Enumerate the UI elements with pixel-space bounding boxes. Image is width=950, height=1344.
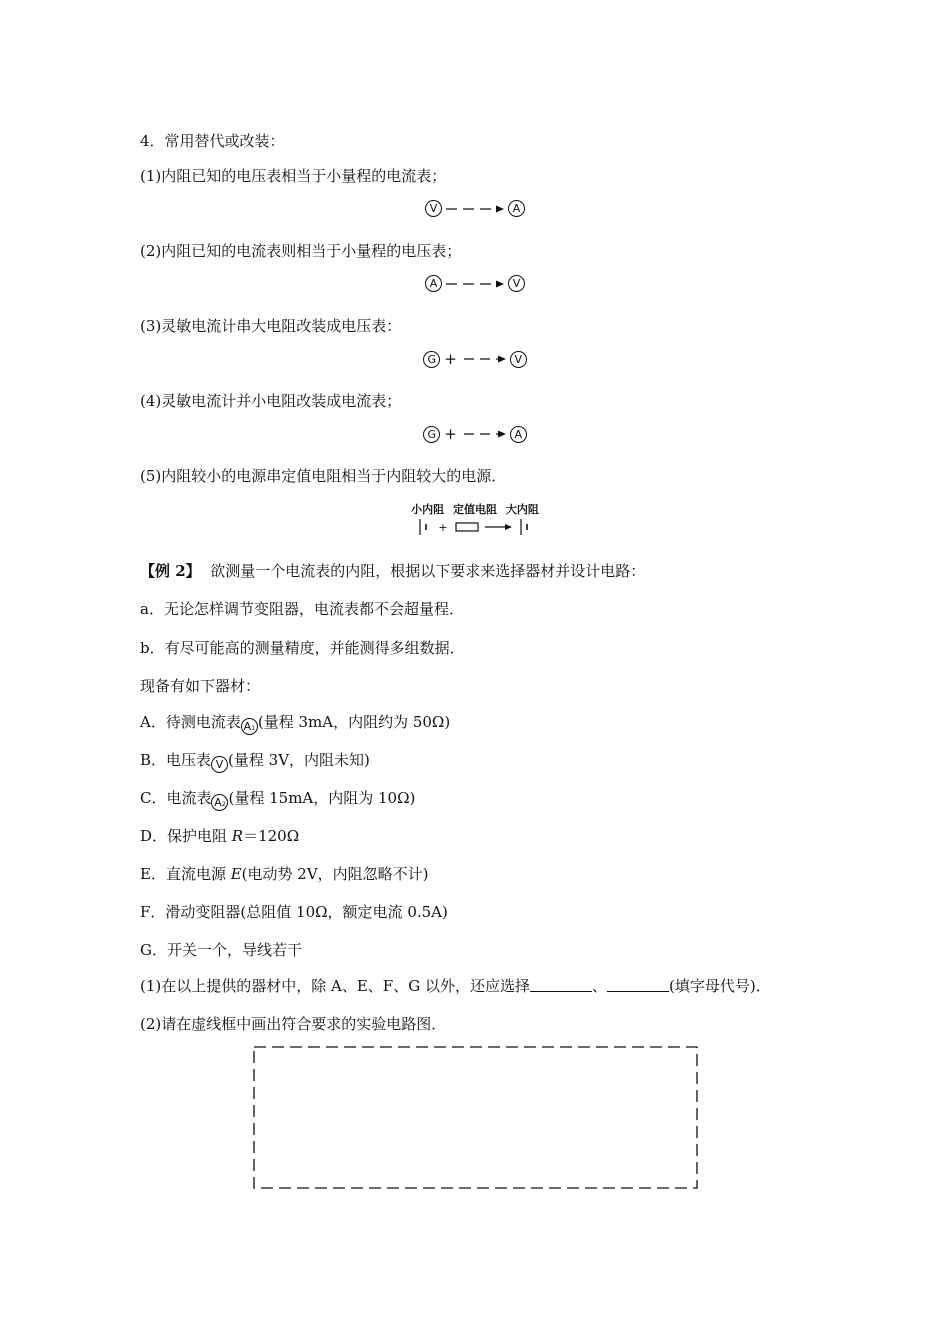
dashed-arrow-icon — [444, 204, 506, 214]
section-heading: 4．常用替代或改装： — [140, 132, 285, 150]
question-1-text: (1)在以上提供的器材中，除 A、E、F、G 以外，还应选择 — [140, 977, 530, 995]
item-1-text: (1)内阻已知的电压表相当于小量程的电流表； — [140, 167, 447, 185]
question-1 — [140, 976, 771, 996]
answer-blank-1[interactable] — [530, 977, 592, 992]
option-f: F．滑动变阻器(总阻值 10Ω，额定电流 0.5A) — [140, 903, 448, 921]
item-3-figure — [0, 350, 950, 368]
resistor-icon — [454, 520, 480, 534]
answer-blank-2[interactable] — [607, 977, 669, 992]
source-figure-labels — [411, 501, 539, 517]
item-4-text: (4)灵敏电流计并小电阻改装成电流表； — [140, 392, 402, 410]
option-b-spec: (量程 3V，内阻未知) — [228, 751, 370, 769]
example-prompt — [140, 561, 645, 581]
label-fixed-resistor: 定值电阻 — [453, 503, 497, 516]
battery-small-icon — [416, 518, 438, 536]
plus-sign: + — [444, 350, 457, 368]
option-c — [140, 788, 415, 811]
voltmeter-icon: V — [510, 351, 527, 368]
question-1-hint: (填字母代号)． — [668, 977, 771, 995]
option-d — [140, 826, 299, 846]
option-c-label: C．电流表 — [140, 789, 212, 807]
option-d-spec: ＝120Ω — [243, 827, 300, 845]
source-figure-symbols — [416, 518, 533, 536]
item-1-figure — [0, 200, 950, 217]
example-tag: 【例 2】 — [140, 562, 201, 580]
label-large-resistance: 大内阻 — [505, 503, 539, 516]
ammeter-a1-icon: A $_1$ — [241, 718, 258, 735]
voltmeter-icon: V — [425, 200, 442, 217]
ammeter-icon: A — [425, 275, 442, 292]
option-a-label: A．待测电流表 — [140, 713, 241, 731]
ammeter-icon: A — [508, 200, 525, 217]
option-e — [140, 864, 429, 884]
option-d-label: D．保护电阻 — [140, 827, 232, 845]
item-4-figure — [0, 425, 950, 443]
plus-sign: + — [438, 520, 448, 534]
circuit-drawing-box[interactable] — [253, 1046, 698, 1189]
voltmeter-icon: V — [211, 756, 228, 773]
dashed-arrow-icon — [462, 429, 508, 439]
example-prompt-text: 欲测量一个电流表的内阻，根据以下要求来选择器材并设计电路： — [210, 562, 646, 580]
source-substitution-figure — [0, 501, 950, 536]
galvanometer-icon: G — [423, 426, 440, 443]
option-b — [140, 750, 370, 773]
option-g: G．开关一个，导线若干 — [140, 941, 302, 959]
requirement-b: b．有尽可能高的测量精度，并能测得多组数据． — [140, 639, 465, 657]
option-a — [140, 712, 450, 735]
option-c-spec: (量程 15mA，内阻为 10Ω) — [228, 789, 416, 807]
battery-large-icon — [518, 518, 534, 536]
option-e-variable: E — [230, 865, 242, 883]
item-2-text: (2)内阻已知的电流表则相当于小量程的电压表； — [140, 242, 462, 260]
option-d-variable: R — [231, 827, 244, 845]
arrow-icon — [484, 522, 514, 532]
available-heading: 现备有如下器材： — [140, 677, 261, 695]
item-5-text: (5)内阻较小的电源串定值电阻相当于内阻较大的电源． — [140, 467, 507, 485]
option-a-spec: (量程 3mA，内阻约为 50Ω) — [257, 713, 451, 731]
label-small-resistance: 小内阻 — [411, 503, 445, 516]
option-b-label: B．电压表 — [140, 751, 212, 769]
voltmeter-icon: V — [508, 275, 525, 292]
option-e-label: E．直流电源 — [140, 865, 231, 883]
dashed-arrow-icon — [444, 279, 506, 289]
plus-sign: + — [444, 425, 457, 443]
requirement-a: a．无论怎样调节变阻器，电流表都不会超量程． — [140, 600, 464, 618]
question-1-separator: 、 — [591, 977, 607, 995]
ammeter-a2-icon: A $_2$ — [211, 794, 228, 811]
option-e-spec: (电动势 2V，内阻忽略不计) — [241, 865, 429, 883]
dashed-arrow-icon — [462, 354, 508, 364]
item-3-text: (3)灵敏电流计串大电阻改装成电压表： — [140, 317, 402, 335]
question-2: (2)请在虚线框中画出符合要求的实验电路图． — [140, 1015, 447, 1033]
item-2-figure — [0, 275, 950, 292]
ammeter-icon: A — [510, 426, 527, 443]
galvanometer-icon: G — [423, 351, 440, 368]
